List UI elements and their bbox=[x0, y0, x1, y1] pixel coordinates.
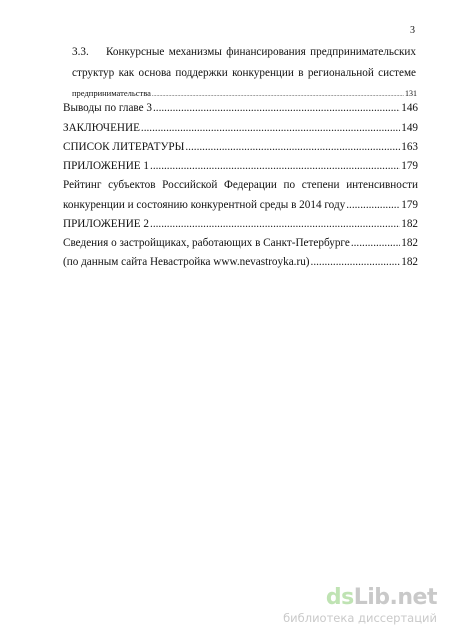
toc-word: региональной bbox=[307, 67, 374, 79]
table-of-contents bbox=[0, 0, 450, 300]
toc-entry-text: ПРИЛОЖЕНИЕ 1 bbox=[63, 160, 150, 172]
toc-word: как bbox=[118, 67, 135, 79]
leader-dots bbox=[150, 159, 400, 173]
toc-page-number: 182 bbox=[401, 218, 418, 230]
toc-entry-text: СПИСОК ЛИТЕРАТУРЫ bbox=[63, 141, 185, 153]
toc-entry-text: ПРИЛОЖЕНИЕ 2 bbox=[63, 218, 150, 230]
leader-dots bbox=[351, 236, 400, 250]
toc-entry-text: Выводы по главе 3 bbox=[63, 102, 152, 114]
toc-entry-developers[interactable] bbox=[63, 236, 418, 250]
toc-page-number: 182 bbox=[401, 237, 418, 249]
leader-dots bbox=[141, 121, 400, 135]
toc-entry-text: предпринимательства bbox=[72, 88, 151, 98]
toc-section-3-3-line2 bbox=[72, 66, 416, 80]
toc-word: по bbox=[283, 179, 296, 191]
toc-entry-conclusion[interactable] bbox=[63, 121, 418, 135]
toc-entry-appendix-2[interactable] bbox=[63, 217, 418, 231]
toc-appendix-1-title-line1 bbox=[63, 178, 418, 192]
toc-entry-text: (по данным сайта Невастройка www.nevastroyka.ru) bbox=[63, 256, 310, 268]
toc-entry-chapter3-conclusions[interactable] bbox=[63, 101, 418, 115]
toc-entry-appendix-1-title[interactable] bbox=[63, 198, 418, 212]
watermark-logo-suffix: Lib.net bbox=[353, 585, 437, 610]
toc-entry-3-3[interactable] bbox=[72, 86, 417, 102]
toc-section-number: 3.3. bbox=[72, 46, 89, 58]
toc-page-number: 146 bbox=[401, 102, 418, 114]
toc-word: основа bbox=[138, 67, 172, 79]
toc-word: в bbox=[298, 67, 304, 79]
toc-word: поддержки bbox=[175, 67, 228, 79]
watermark-subtitle: библиотека диссертаций bbox=[283, 611, 437, 625]
toc-page-number: 179 bbox=[401, 199, 418, 211]
toc-page-number: 182 bbox=[401, 256, 418, 268]
toc-word: интенсивности bbox=[346, 179, 418, 191]
toc-word: конкуренции bbox=[232, 67, 294, 79]
toc-word: субъектов bbox=[108, 179, 156, 191]
toc-word: Российской bbox=[162, 179, 218, 191]
leader-dots bbox=[185, 140, 400, 154]
toc-word: Конкурсные bbox=[106, 46, 165, 58]
toc-word: степени bbox=[301, 179, 340, 191]
toc-entry-text: Сведения о застройщиках, работающих в Санкт-Петербурге bbox=[63, 237, 350, 249]
watermark-logo bbox=[326, 585, 437, 611]
toc-page-number: 163 bbox=[401, 141, 418, 153]
toc-page-number: 179 bbox=[401, 160, 418, 172]
leader-dots bbox=[346, 198, 400, 212]
toc-word: механизмы bbox=[168, 46, 222, 58]
toc-word: Федерации bbox=[223, 179, 277, 191]
watermark bbox=[269, 585, 439, 625]
leader-dots bbox=[150, 217, 400, 231]
toc-page-number: 149 bbox=[401, 122, 418, 134]
toc-entry-text: конкуренции и состоянию конкурентной среды в 2014 году bbox=[63, 199, 346, 211]
toc-entry-appendix-1[interactable] bbox=[63, 159, 418, 173]
toc-entry-text: ЗАКЛЮЧЕНИЕ bbox=[63, 122, 140, 134]
toc-entry-nevastroyka-source[interactable] bbox=[63, 255, 418, 269]
toc-word: системе bbox=[378, 67, 416, 79]
page-number: 3 bbox=[410, 25, 415, 36]
toc-word: финансирования bbox=[226, 46, 306, 58]
toc-word: Рейтинг bbox=[63, 179, 102, 191]
leader-dots bbox=[152, 88, 404, 102]
toc-page-number: 131 bbox=[405, 89, 417, 98]
watermark-logo-prefix: ds bbox=[325, 585, 354, 610]
leader-dots bbox=[311, 255, 401, 269]
toc-word: структур bbox=[72, 67, 115, 79]
toc-word: предпринимательских bbox=[310, 46, 416, 58]
leader-dots bbox=[153, 101, 400, 115]
toc-entry-bibliography[interactable] bbox=[63, 140, 418, 154]
